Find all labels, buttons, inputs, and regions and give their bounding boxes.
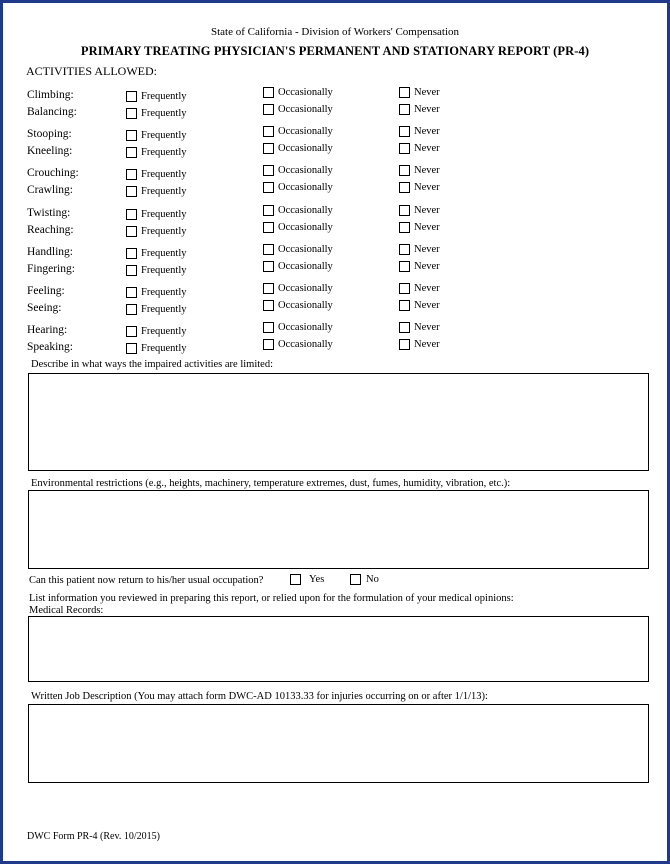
seeing-never-checkbox[interactable] [399,300,410,311]
job-description-textarea[interactable] [28,704,649,783]
crouching-frequently-checkbox[interactable] [126,169,137,180]
activity-label-fingering: Fingering: [27,263,75,275]
speaking-frequently-checkbox[interactable] [126,343,137,354]
stooping-never-checkbox[interactable] [399,126,410,137]
crawling-never-checkbox[interactable] [399,182,410,193]
activity-label-reaching: Reaching: [27,224,74,236]
climbing-never-checkbox[interactable] [399,87,410,98]
crawling-never-option[interactable] [399,182,440,193]
balancing-occasionally-checkbox[interactable] [263,104,274,115]
environmental-textarea[interactable] [28,490,649,569]
balancing-frequently-option[interactable] [126,108,187,119]
option-label-frequently: Frequently [141,265,187,276]
activity-label-feeling: Feeling: [27,285,65,297]
kneeling-occasionally-option[interactable] [263,143,333,154]
kneeling-never-option[interactable] [399,143,440,154]
climbing-never-option[interactable] [399,87,440,98]
option-label-occasionally: Occasionally [278,300,333,311]
crawling-occasionally-option[interactable] [263,182,333,193]
activity-label-handling: Handling: [27,246,73,258]
handling-frequently-option[interactable] [126,248,187,259]
hearing-occasionally-checkbox[interactable] [263,322,274,333]
option-label-occasionally: Occasionally [278,339,333,350]
crawling-frequently-checkbox[interactable] [126,186,137,197]
reaching-never-option[interactable] [399,222,440,233]
return-no-label: No [366,574,379,585]
fingering-occasionally-checkbox[interactable] [263,261,274,272]
stooping-frequently-checkbox[interactable] [126,130,137,141]
option-label-frequently: Frequently [141,287,187,298]
return-question: Can this patient now return to his/her usual occupation? [29,575,264,586]
form-footer: DWC Form PR-4 (Rev. 10/2015) [27,831,160,842]
feeling-frequently-option[interactable] [126,287,187,298]
option-label-occasionally: Occasionally [278,244,333,255]
medical-records-textarea[interactable] [28,616,649,682]
handling-frequently-checkbox[interactable] [126,248,137,259]
option-label-occasionally: Occasionally [278,87,333,98]
handling-occasionally-checkbox[interactable] [263,244,274,255]
feeling-never-option[interactable] [399,283,440,294]
stooping-frequently-option[interactable] [126,130,187,141]
activity-label-hearing: Hearing: [27,324,68,336]
feeling-frequently-checkbox[interactable] [126,287,137,298]
option-label-never: Never [414,322,440,333]
return-no-option[interactable] [350,574,379,585]
option-label-never: Never [414,182,440,193]
option-label-frequently: Frequently [141,326,187,337]
twisting-occasionally-checkbox[interactable] [263,205,274,216]
speaking-never-checkbox[interactable] [399,339,410,350]
fingering-never-option[interactable] [399,261,440,272]
kneeling-occasionally-checkbox[interactable] [263,143,274,154]
option-label-never: Never [414,87,440,98]
crawling-occasionally-checkbox[interactable] [263,182,274,193]
seeing-never-option[interactable] [399,300,440,311]
activity-label-speaking: Speaking: [27,341,73,353]
fingering-frequently-option[interactable] [126,265,187,276]
crouching-never-option[interactable] [399,165,440,176]
feeling-occasionally-checkbox[interactable] [263,283,274,294]
speaking-never-option[interactable] [399,339,440,350]
twisting-occasionally-option[interactable] [263,205,333,216]
option-label-frequently: Frequently [141,186,187,197]
information-instruction: List information you reviewed in preparing this report, or relied upon for the formulation of your medical opinions: [29,593,514,604]
seeing-frequently-option[interactable] [126,304,187,315]
option-label-occasionally: Occasionally [278,143,333,154]
feeling-never-checkbox[interactable] [399,283,410,294]
option-label-frequently: Frequently [141,169,187,180]
option-label-never: Never [414,244,440,255]
seeing-frequently-checkbox[interactable] [126,304,137,315]
crouching-frequently-option[interactable] [126,169,187,180]
fingering-occasionally-option[interactable] [263,261,333,272]
agency-header: State of California - Division of Workers' Compensation [210,26,460,38]
option-label-never: Never [414,339,440,350]
option-label-never: Never [414,300,440,311]
speaking-occasionally-checkbox[interactable] [263,339,274,350]
hearing-frequently-checkbox[interactable] [126,326,137,337]
climbing-frequently-checkbox[interactable] [126,91,137,102]
option-label-frequently: Frequently [141,304,187,315]
option-label-occasionally: Occasionally [278,165,333,176]
option-label-occasionally: Occasionally [278,322,333,333]
option-label-never: Never [414,165,440,176]
activity-label-stooping: Stooping: [27,128,72,140]
hearing-frequently-option[interactable] [126,326,187,337]
activity-label-crouching: Crouching: [27,167,79,179]
reaching-frequently-checkbox[interactable] [126,226,137,237]
return-no-checkbox[interactable] [350,574,361,585]
return-yes-label: Yes [309,574,325,585]
job-description-label: Written Job Description (You may attach form DWC-AD 10133.33 for injuries occurring on or after 1/1/13): [31,691,488,702]
option-label-never: Never [414,222,440,233]
stooping-never-option[interactable] [399,126,440,137]
option-label-frequently: Frequently [141,343,187,354]
reaching-frequently-option[interactable] [126,226,187,237]
reaching-occasionally-checkbox[interactable] [263,222,274,233]
fingering-never-checkbox[interactable] [399,261,410,272]
return-yes-option[interactable] [290,574,324,585]
twisting-never-checkbox[interactable] [399,205,410,216]
twisting-frequently-option[interactable] [126,209,187,220]
activity-label-climbing: Climbing: [27,89,74,101]
climbing-occasionally-option[interactable] [263,87,333,98]
option-label-never: Never [414,126,440,137]
option-label-occasionally: Occasionally [278,205,333,216]
option-label-frequently: Frequently [141,226,187,237]
option-label-frequently: Frequently [141,147,187,158]
option-label-frequently: Frequently [141,248,187,259]
option-label-never: Never [414,283,440,294]
option-label-frequently: Frequently [141,91,187,102]
climbing-occasionally-checkbox[interactable] [263,87,274,98]
activity-label-seeing: Seeing: [27,302,62,314]
option-label-never: Never [414,205,440,216]
feeling-occasionally-option[interactable] [263,283,333,294]
hearing-occasionally-option[interactable] [263,322,333,333]
twisting-never-option[interactable] [399,205,440,216]
twisting-frequently-checkbox[interactable] [126,209,137,220]
crouching-occasionally-option[interactable] [263,165,333,176]
seeing-occasionally-checkbox[interactable] [263,300,274,311]
hearing-never-option[interactable] [399,322,440,333]
handling-occasionally-option[interactable] [263,244,333,255]
handling-never-option[interactable] [399,244,440,255]
kneeling-frequently-option[interactable] [126,147,187,158]
balancing-never-option[interactable] [399,104,440,115]
balancing-frequently-checkbox[interactable] [126,108,137,119]
kneeling-never-checkbox[interactable] [399,143,410,154]
option-label-frequently: Frequently [141,209,187,220]
activity-label-balancing: Balancing: [27,106,77,118]
speaking-occasionally-option[interactable] [263,339,333,350]
option-label-occasionally: Occasionally [278,104,333,115]
activity-label-kneeling: Kneeling: [27,145,73,157]
activity-label-twisting: Twisting: [27,207,71,219]
handling-never-checkbox[interactable] [399,244,410,255]
crawling-frequently-option[interactable] [126,186,187,197]
balancing-occasionally-option[interactable] [263,104,333,115]
option-label-occasionally: Occasionally [278,261,333,272]
option-label-occasionally: Occasionally [278,283,333,294]
option-label-never: Never [414,104,440,115]
limitations-label: Describe in what ways the impaired activities are limited: [31,359,274,370]
medical-records-label: Medical Records: [29,605,104,616]
hearing-never-checkbox[interactable] [399,322,410,333]
reaching-never-checkbox[interactable] [399,222,410,233]
reaching-occasionally-option[interactable] [263,222,333,233]
speaking-frequently-option[interactable] [126,343,187,354]
climbing-frequently-option[interactable] [126,91,187,102]
option-label-frequently: Frequently [141,130,187,141]
crouching-never-checkbox[interactable] [399,165,410,176]
environmental-label: Environmental restrictions (e.g., heights, machinery, temperature extremes, dust, fumes, humidity, vibration, etc.): [31,478,511,489]
crouching-occasionally-checkbox[interactable] [263,165,274,176]
option-label-occasionally: Occasionally [278,222,333,233]
option-label-frequently: Frequently [141,108,187,119]
balancing-never-checkbox[interactable] [399,104,410,115]
return-yes-checkbox[interactable] [290,574,301,585]
option-label-never: Never [414,143,440,154]
activity-label-crawling: Crawling: [27,184,73,196]
activities-section-title: ACTIVITIES ALLOWED: [26,64,157,78]
stooping-occasionally-checkbox[interactable] [263,126,274,137]
kneeling-frequently-checkbox[interactable] [126,147,137,158]
option-label-occasionally: Occasionally [278,126,333,137]
option-label-occasionally: Occasionally [278,182,333,193]
option-label-never: Never [414,261,440,272]
stooping-occasionally-option[interactable] [263,126,333,137]
limitations-textarea[interactable] [28,373,649,471]
seeing-occasionally-option[interactable] [263,300,333,311]
form-title: PRIMARY TREATING PHYSICIAN'S PERMANENT AND STATIONARY REPORT (PR-4) [80,44,590,58]
fingering-frequently-checkbox[interactable] [126,265,137,276]
